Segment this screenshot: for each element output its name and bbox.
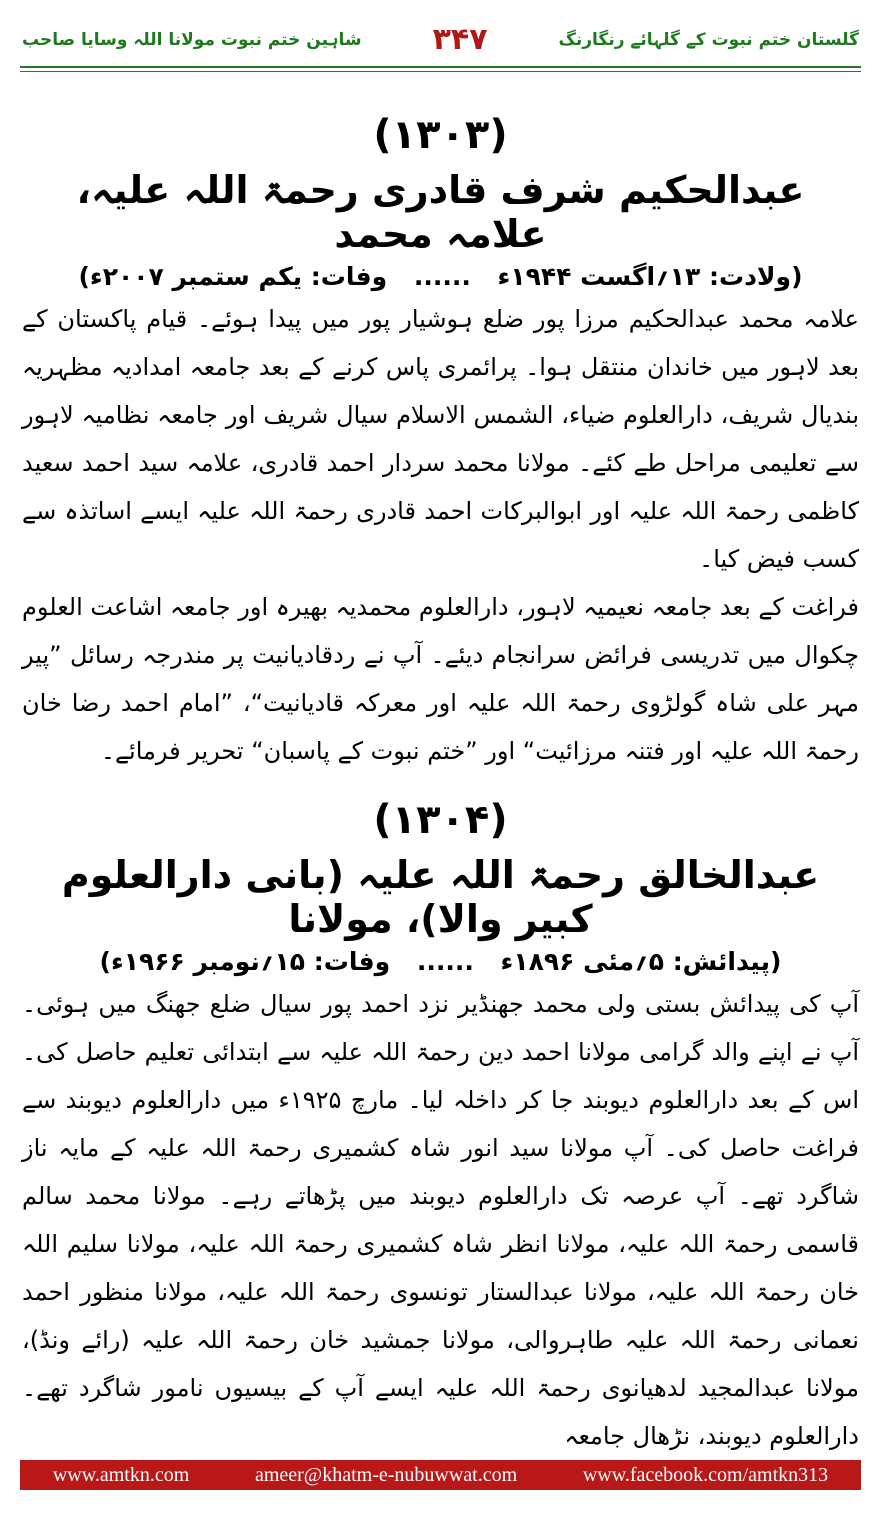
header-book-title: گلستان ختم نبوت کے گلہائے رنگارنگ bbox=[558, 29, 859, 50]
birth-date: (ولادت: ۱۳؍اگست ۱۹۴۴ء bbox=[497, 262, 803, 291]
page-header bbox=[22, 18, 859, 60]
page-number: ۳۴۷ bbox=[432, 21, 488, 57]
date-separator: ...... bbox=[416, 947, 474, 976]
entry-paragraph: فراغت کے بعد جامعہ نعیمیہ لاہور، دارالعلوم محمدیہ بھیرہ اور جامعہ اشاعت العلوم چکوال میں تدریسی فرائض سرانجام دیئے۔ آپ نے ردقادیانیت پر مندرجہ رسائل ”پیر مہر علی شاہ گولڑوی رحمۃ اللہ علیہ اور معرکہ قادیانیت“، ”امام احمد رضا خان رحمۃ اللہ علیہ اور فتنہ مرزائیت“ اور ”ختم نبوت کے پاسبان“ تحریر فرمائے۔ bbox=[22, 593, 859, 765]
entry-1303 bbox=[22, 112, 859, 775]
entry-paragraph: علامہ محمد عبدالحکیم مرزا پور ضلع ہوشیار پور میں پیدا ہوئے۔ قیام پاکستان کے بعد لاہور میں خاندان منتقل ہوا۔ پرائمری پاس کرنے کے بعد جامعہ امدادیہ مظہریہ بندیال شریف، دارالعلوم ضیاء، الشمس الاسلام سیال شریف اور جامعہ نظامیہ لاہور سے تعلیمی مراحل طے کئے۔ مولانا محمد سردار احمد قادری، علامہ سید احمد سعید کاظمی رحمۃ اللہ علیہ اور ابوالبرکات احمد قادری رحمۃ اللہ علیہ ایسے اساتذہ سے کسب فیض کیا۔ bbox=[22, 305, 859, 573]
header-divider bbox=[20, 66, 861, 72]
entry-title: عبدالحکیم شرف قادری رحمۃ اللہ علیہ، علامہ محمد bbox=[76, 168, 805, 256]
footer-website: www.amtkn.com bbox=[52, 1463, 190, 1486]
death-date: وفات: یکم ستمبر ۲۰۰۷ء) bbox=[78, 262, 388, 291]
footer-email: ameer@khatm-e-nubuwwat.com bbox=[254, 1463, 518, 1486]
header-author-title: شاہین ختم نبوت مولانا اللہ وسایا صاحب bbox=[22, 29, 362, 50]
entry-number: (۱۳۰۳) bbox=[373, 112, 508, 158]
date-separator: ...... bbox=[413, 262, 471, 291]
entry-title: عبدالخالق رحمۃ اللہ علیہ (بانی دارالعلوم کبیر والا)، مولانا bbox=[61, 853, 820, 941]
death-date: وفات: ۱۵؍نومبر ۱۹۶۶ء) bbox=[99, 947, 391, 976]
entry-paragraph: آپ کی پیدائش بستی ولی محمد جھنڈیر نزد احمد پور سیال ضلع جھنگ میں ہوئی۔ آپ نے اپنے والد گرامی مولانا احمد دین رحمۃ اللہ علیہ سے ابتدائی تعلیم حاصل کی۔ اس کے بعد دارالعلوم دیوبند جا کر داخلہ لیا۔ مارچ ۱۹۲۵ء میں دارالعلوم دیوبند سے فراغت حاصل کی۔ آپ مولانا سید انور شاہ کشمیری رحمۃ اللہ علیہ کے مایہ ناز شاگرد تھے۔ آپ عرصہ تک دارالعلوم دیوبند میں پڑھاتے رہے۔ مولانا محمد سالم قاسمی رحمۃ اللہ علیہ، مولانا انظر شاہ کشمیری رحمۃ اللہ علیہ، مولانا سلیم اللہ خان رحمۃ اللہ علیہ، مولانا عبدالستار تونسوی رحمۃ اللہ علیہ، مولانا منظور احمد نعمانی رحمۃ اللہ علیہ طاہروالی، مولانا جمشید خان رحمۃ اللہ علیہ (رائے ونڈ)، مولانا عبدالمجید لدھیانوی رحمۃ اللہ علیہ ایسے آپ کے بیسیوں نامور شاگرد تھے۔ دارالعلوم دیوبند، نڑھال جامعہ bbox=[22, 990, 859, 1450]
birth-date: (پیدائش: ۵؍مئی ۱۸۹۶ء bbox=[500, 947, 782, 976]
entry-dates bbox=[22, 947, 859, 976]
entry-number: (۱۳۰۴) bbox=[373, 797, 508, 843]
footer-facebook: www.facebook.com/amtkn313 bbox=[582, 1463, 829, 1486]
entry-dates bbox=[22, 262, 859, 291]
entry-1304 bbox=[22, 797, 859, 1460]
page-content bbox=[22, 90, 859, 1460]
page-footer bbox=[20, 1460, 861, 1490]
